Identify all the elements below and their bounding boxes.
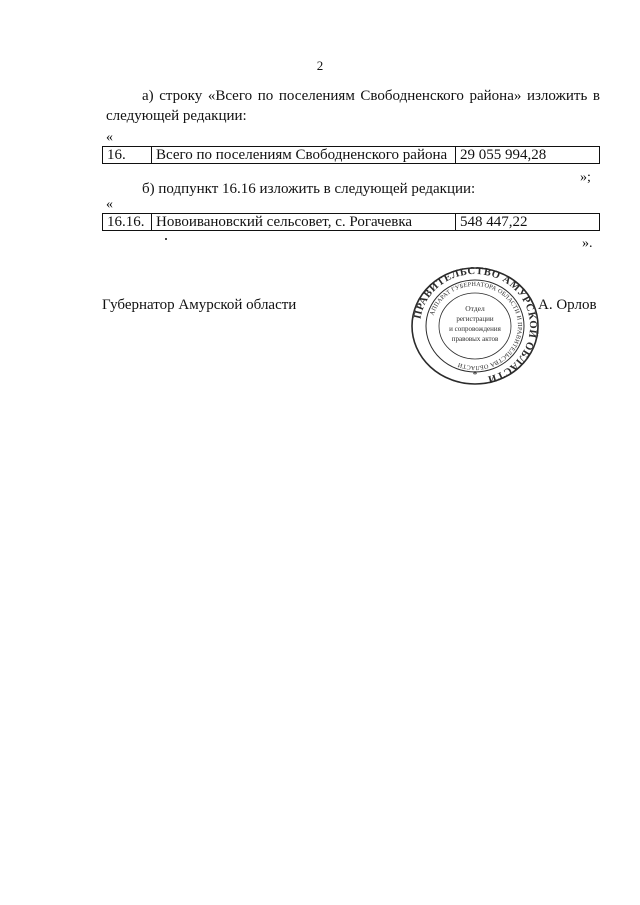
row-number: 16. — [103, 147, 152, 164]
seal-center-line3: и сопровождения — [449, 325, 501, 333]
quote-open-2: « — [106, 197, 113, 212]
seal-center-line1: Отдел — [465, 304, 485, 313]
governor-title: Губернатор Амурской области — [102, 297, 297, 313]
official-seal — [410, 266, 540, 386]
row-value: 29 055 994,28 — [456, 147, 600, 164]
row-value: 548 447,22 — [456, 214, 600, 231]
page-number: 2 — [316, 58, 324, 73]
quote-close-2: ». — [582, 236, 593, 251]
row-number: 16.16. — [103, 214, 152, 231]
row-name: Новоивановский сельсовет, с. Рогачевка — [152, 214, 456, 231]
table-row — [103, 147, 600, 164]
row-name: Всего по поселениям Свободненского района — [152, 147, 456, 164]
governor-name: А. Орлов — [538, 297, 597, 313]
amendment-table-2 — [102, 213, 600, 231]
stray-dot — [165, 238, 167, 240]
seal-center-line4: правовых актов — [451, 335, 499, 343]
seal-inner-text: АППАРАТ ГУБЕРНАТОРА ОБЛАСТИ И ПРАВИТЕЛЬСТВА ОБЛАСТИ — [428, 280, 524, 372]
paragraph-a-line1: а) строку «Всего по поселениям Свободненского района» изложить в — [142, 88, 600, 104]
amendment-table-1 — [102, 146, 600, 164]
quote-open-1: « — [106, 130, 113, 145]
paragraph-b: б) подпункт 16.16 изложить в следующей редакции: — [142, 181, 476, 197]
seal-star-icon: * — [472, 370, 478, 381]
quote-close-1: »; — [580, 170, 591, 185]
seal-outer-text: ПРАВИТЕЛЬСТВО АМУРСКОЙ ОБЛАСТИ — [412, 266, 539, 385]
table-row — [103, 214, 600, 231]
seal-center-line2: регистрации — [456, 315, 494, 323]
paragraph-a-line2: следующей редакции: — [106, 108, 247, 124]
